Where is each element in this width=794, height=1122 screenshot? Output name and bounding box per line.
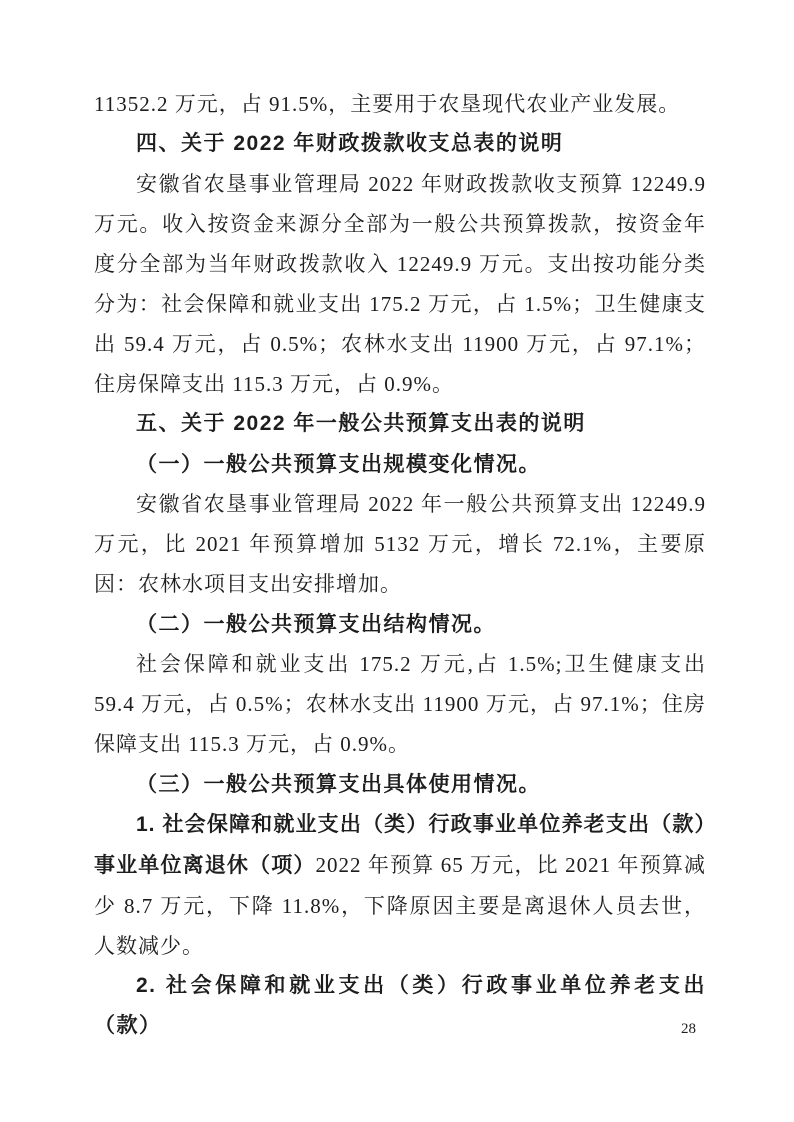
item-1-bold-lead: 1. 社会保障和就业支出（类）行政事业单位养老支出（款）事业单位离退休（项） xyxy=(94,813,706,877)
item-2-bold-lead: 2. 社会保障和就业支出（类）行政事业单位养老支出（款） xyxy=(94,974,706,1037)
section-5-sub2-heading: （二）一般公共预算支出结构情况。 xyxy=(136,612,496,636)
document-body xyxy=(94,84,706,1046)
section-5-sub1-paragraph: 安徽省农垦事业管理局 2022 年一般公共预算支出 12249.9 万元，比 2021 年预算增加 5132 万元，增长 72.1%，主要原因：农林水项目支出安排增加。 xyxy=(94,492,706,596)
section-5-sub1-heading: （一）一般公共预算支出规模变化情况。 xyxy=(136,452,541,476)
section-4-paragraph: 安徽省农垦事业管理局 2022 年财政拨款收支预算 12249.9 万元。收入按资金来源分全部为一般公共预算拨款，按资金年度分全部为当年财政拨款收入 12249.9 万元。支出按功能分类分为：社会保障和就业支出 175.2 万元，占 1.5%；卫生健康支出 59.4 万元，占 0.5%；农林水支出 11900 万元，占 97.1%；住房保障支出 115.3 万元，占 0.9%。 xyxy=(94,172,706,396)
item-1-paragraph xyxy=(94,804,706,966)
continuation-paragraph: 11352.2 万元，占 91.5%，主要用于农垦现代农业产业发展。 xyxy=(94,92,681,116)
section-5-heading: 五、关于 2022 年一般公共预算支出表的说明 xyxy=(136,412,586,435)
section-5-sub2-paragraph: 社会保障和就业支出 175.2 万元,占 1.5%;卫生健康支出 59.4 万元，占 0.5%；农林水支出 11900 万元，占 97.1%；住房保障支出 115.3 万元，占 0.9%。 xyxy=(94,652,706,756)
item-1-body-text: 2022 年预算 65 万元，比 2021 年预算减少 8.7 万元，下降 11.8%，下降原因主要是离退休人员去世，人数减少。 xyxy=(94,853,706,958)
page-number: 28 xyxy=(681,1021,696,1037)
section-4-heading: 四、关于 2022 年财政拨款收支总表的说明 xyxy=(136,132,564,155)
section-5-sub3-heading: （三）一般公共预算支出具体使用情况。 xyxy=(136,772,541,796)
